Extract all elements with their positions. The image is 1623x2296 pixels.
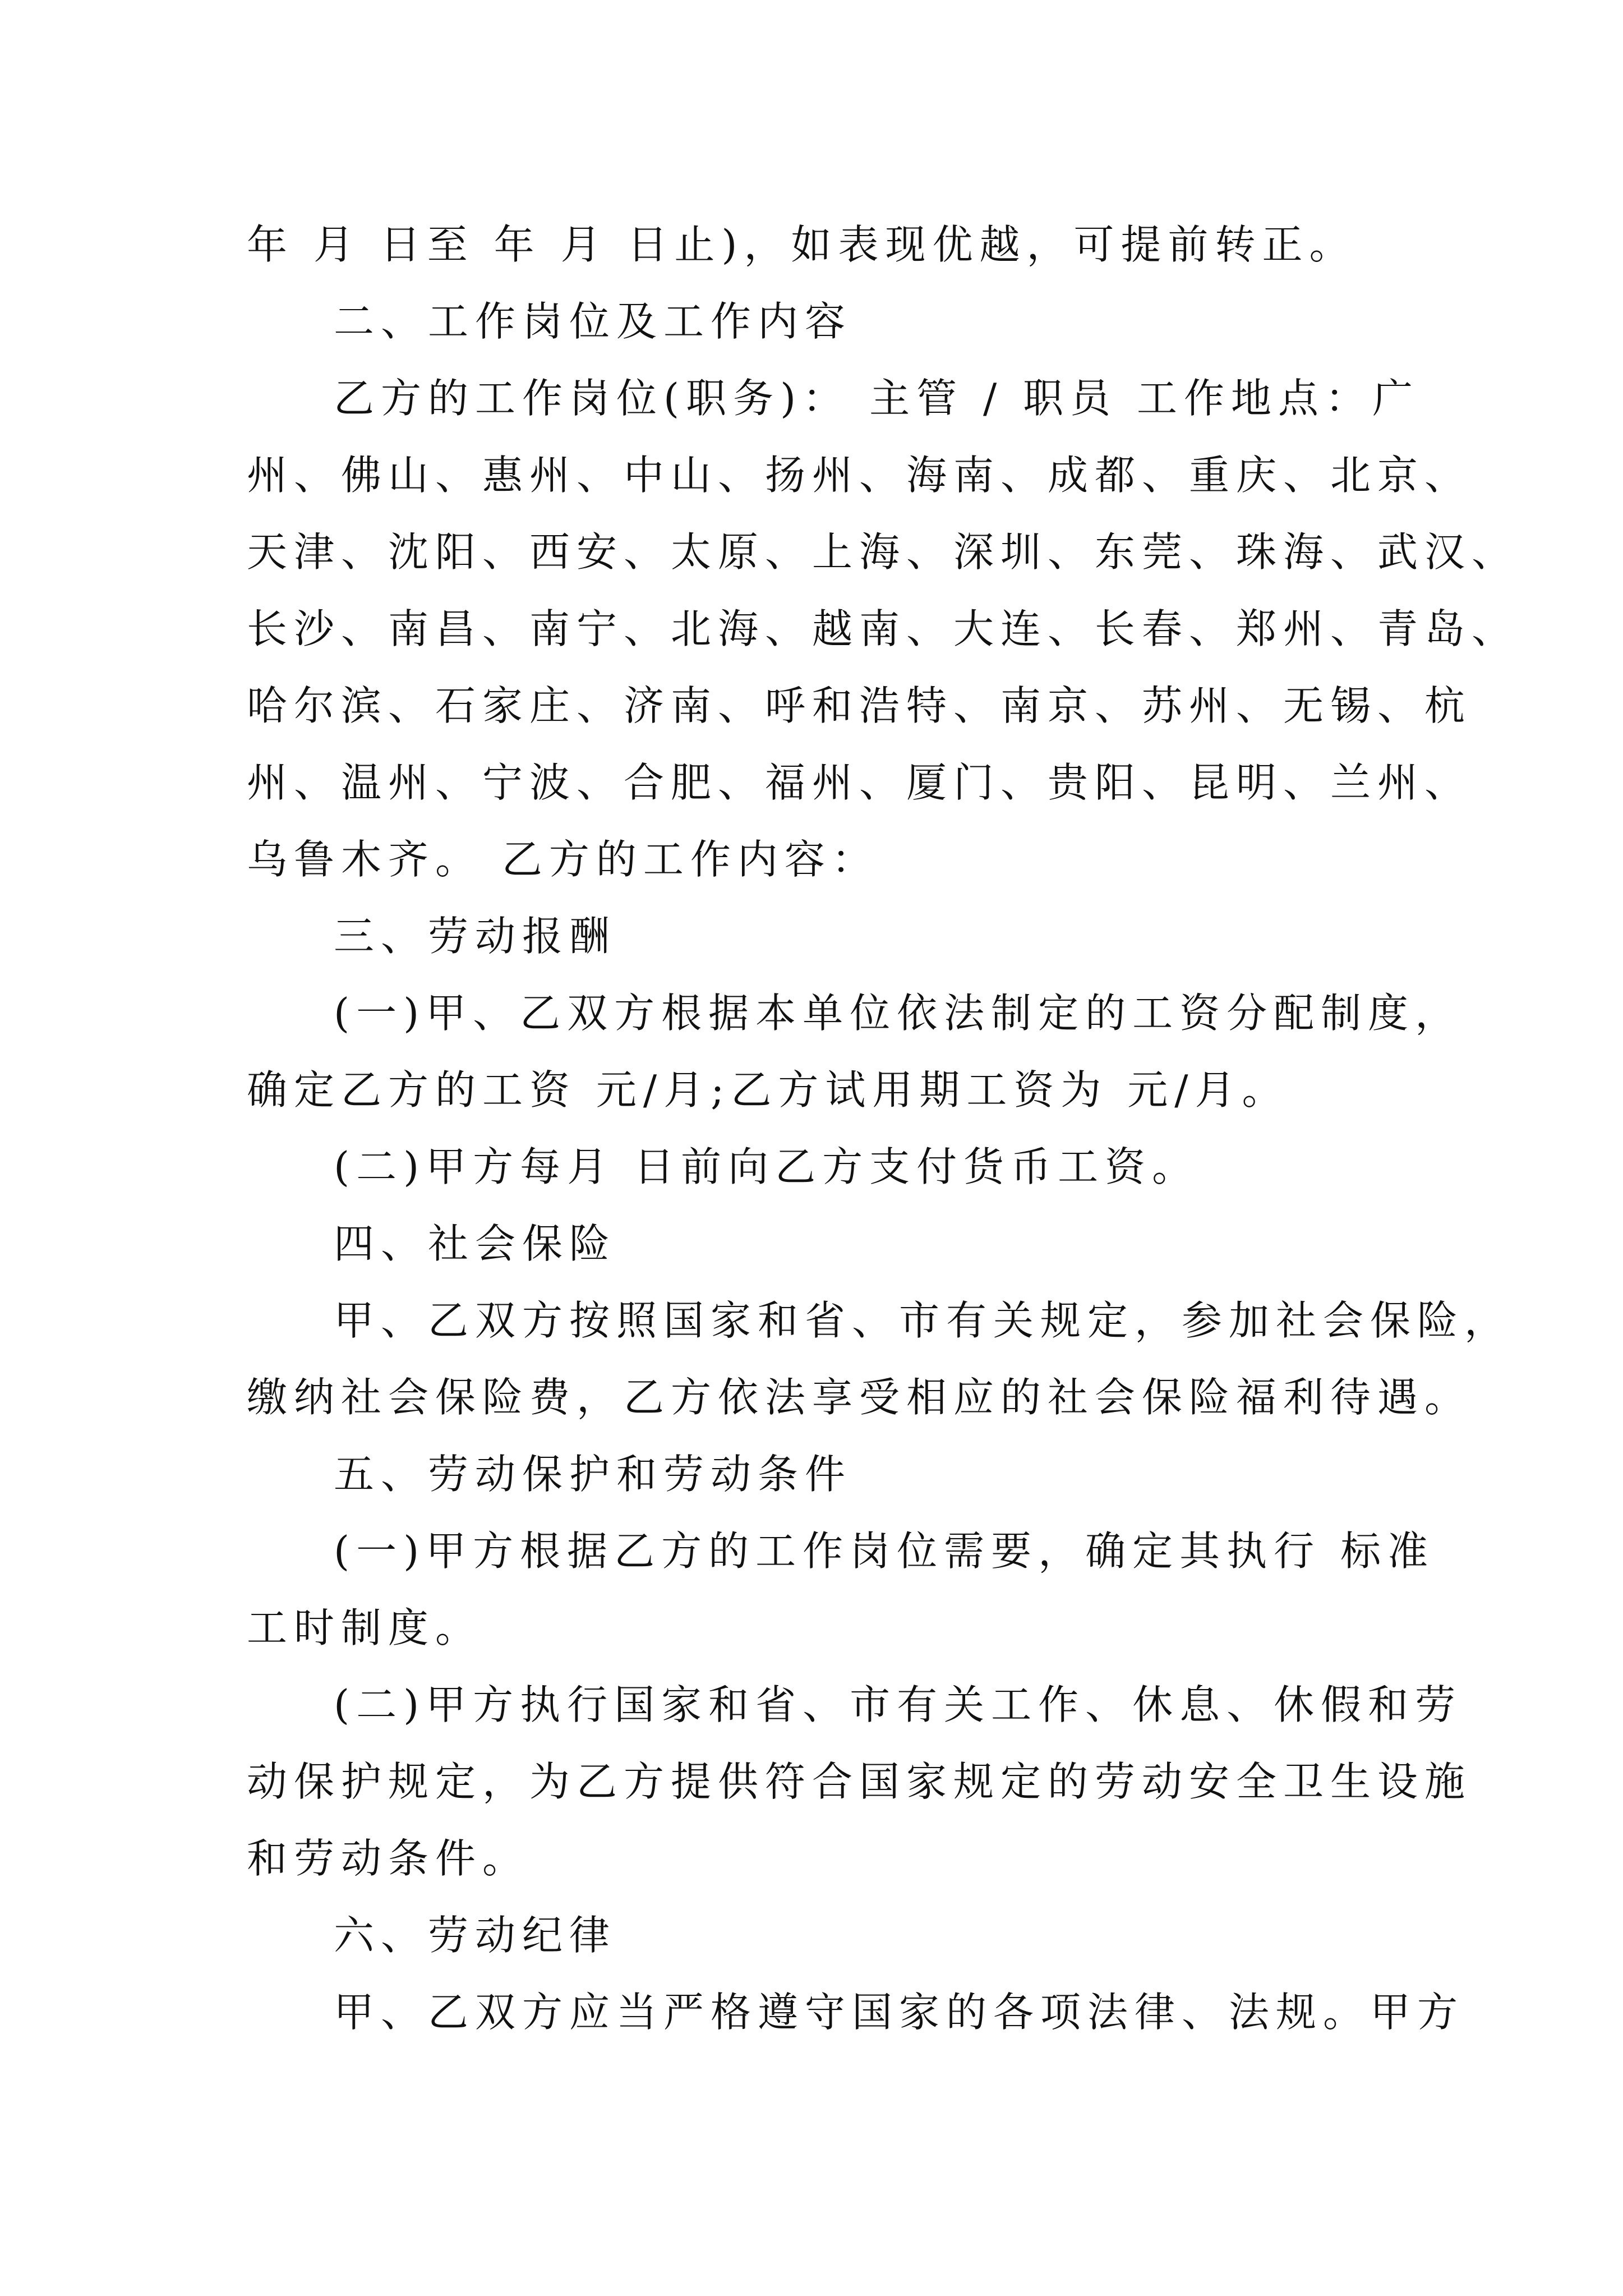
text-line: 甲、乙双方应当严格遵守国家的各项法律、法规。甲方 bbox=[334, 1989, 1465, 2036]
text-line: (二)甲方执行国家和省、市有关工作、休息、休假和劳 bbox=[334, 1681, 1463, 1728]
text-line: 乌鲁木齐。 乙方的工作内容： bbox=[247, 836, 879, 883]
text-line: 甲、乙双方按照国家和省、市有关规定，参加社会保险， bbox=[334, 1297, 1512, 1344]
section-heading: 六、劳动纪律 bbox=[334, 1912, 617, 1959]
text-line: 确定乙方的工资 元/月;乙方试用期工资为 元/月。 bbox=[247, 1066, 1289, 1114]
document-page bbox=[247, 206, 1519, 2051]
section-heading: 四、社会保险 bbox=[334, 1220, 617, 1267]
text-line: 和劳动条件。 bbox=[247, 1835, 530, 1882]
text-line: 长沙、南昌、南宁、北海、越南、大连、长春、郑州、青岛、 bbox=[247, 605, 1519, 652]
text-line: 年 月 日至 年 月 日止)，如表现优越，可提前转正。 bbox=[247, 221, 1357, 268]
text-line: 天津、沈阳、西安、太原、上海、深圳、东莞、珠海、武汉、 bbox=[247, 528, 1519, 576]
text-line: 乙方的工作岗位(职务)： 主管 / 职员 工作地点：广 bbox=[334, 375, 1419, 422]
text-line: (二)甲方每月 日前向乙方支付货币工资。 bbox=[334, 1143, 1200, 1190]
text-line: 缴纳社会保险费，乙方依法享受相应的社会保险福利待遇。 bbox=[247, 1374, 1472, 1421]
text-line: 动保护规定，为乙方提供符合国家规定的劳动安全卫生设施 bbox=[247, 1758, 1472, 1805]
section-heading: 三、劳动报酬 bbox=[334, 913, 617, 960]
section-heading: 五、劳动保护和劳动条件 bbox=[334, 1451, 852, 1498]
section-heading: 二、工作岗位及工作内容 bbox=[334, 298, 852, 345]
text-line: 哈尔滨、石家庄、济南、呼和浩特、南京、苏州、无锡、杭 bbox=[247, 682, 1472, 729]
text-line: (一)甲、乙双方根据本单位依法制定的工资分配制度， bbox=[334, 990, 1463, 1037]
text-line: 州、温州、宁波、合肥、福州、厦门、贵阳、昆明、兰州、 bbox=[247, 759, 1472, 806]
text-line: (一)甲方根据乙方的工作岗位需要，确定其执行 标准 bbox=[334, 1527, 1435, 1575]
text-line: 工时制度。 bbox=[247, 1604, 483, 1651]
text-line: 州、佛山、惠州、中山、扬州、海南、成都、重庆、北京、 bbox=[247, 452, 1472, 499]
